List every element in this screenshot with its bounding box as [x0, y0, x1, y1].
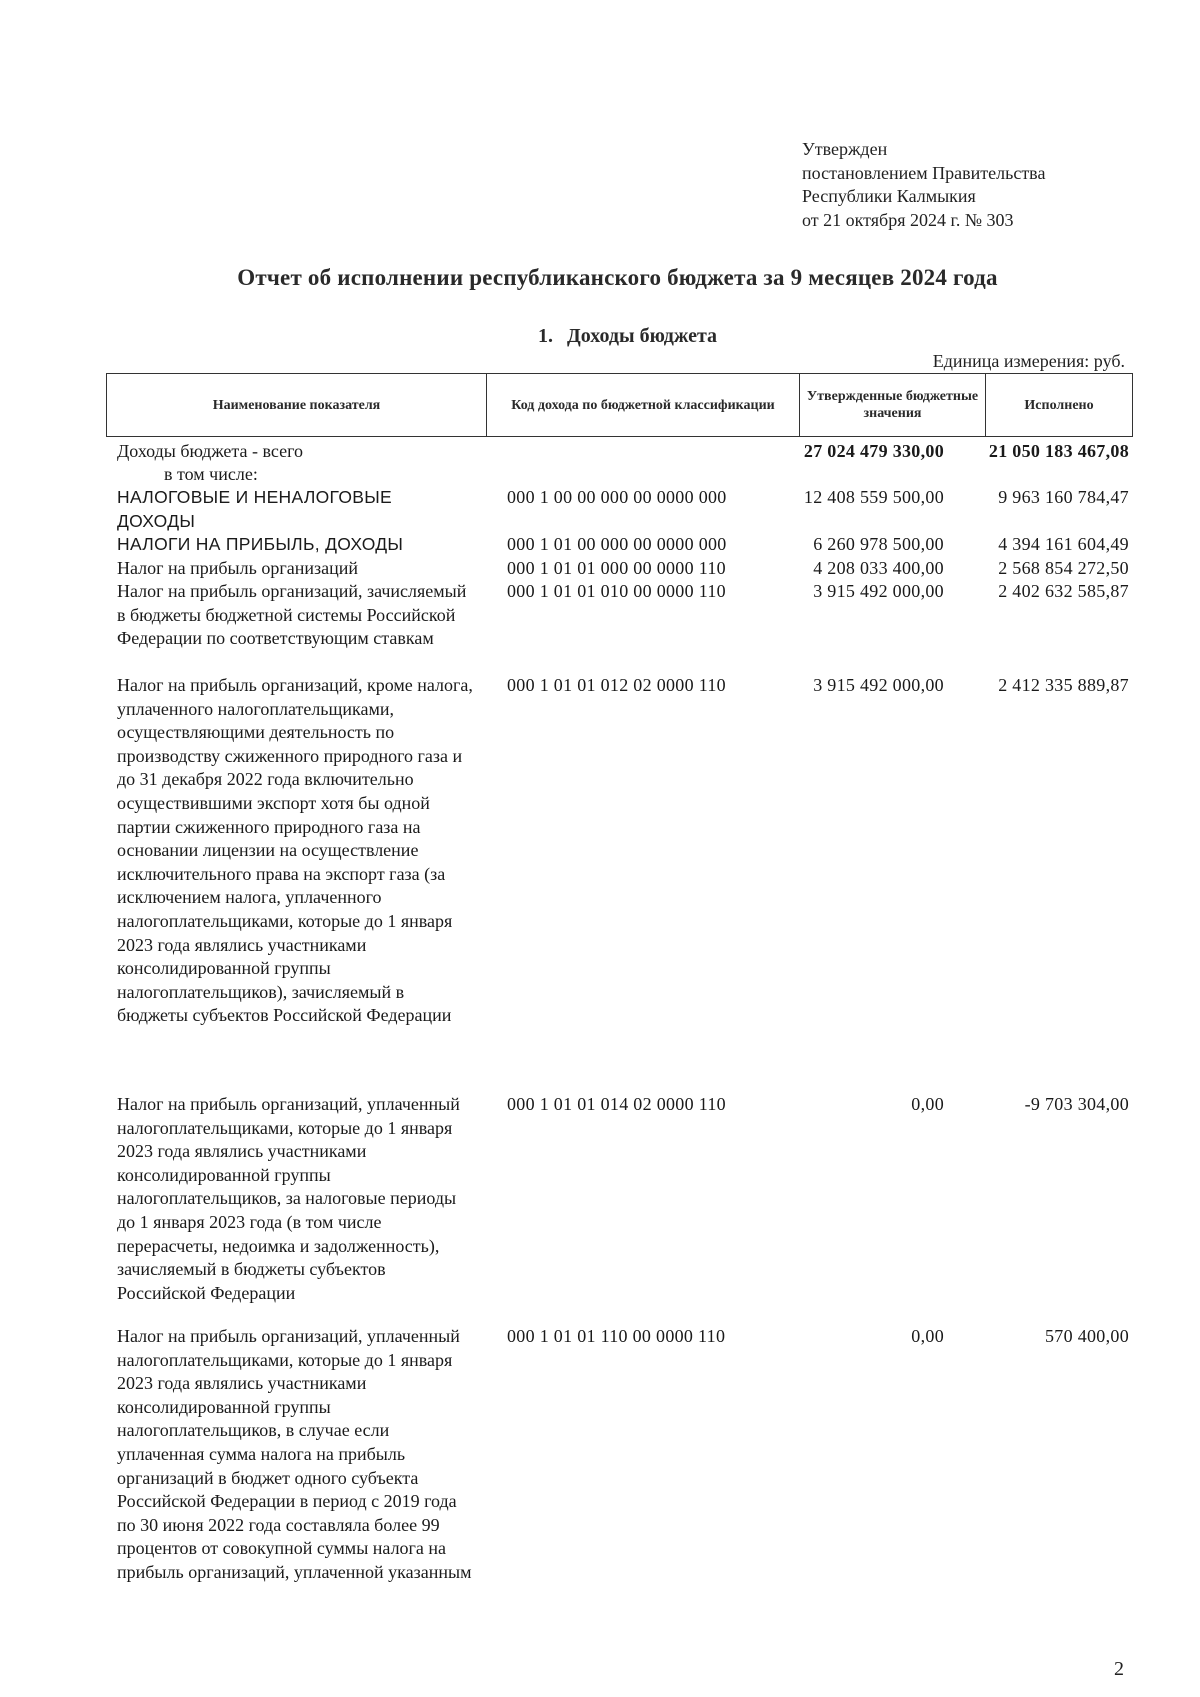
row-name: Доходы бюджета - всего — [117, 441, 304, 461]
table-header — [106, 373, 1133, 437]
document-title: Отчет об исполнении республиканского бюджета за 9 месяцев 2024 года — [237, 265, 998, 290]
header-name: Наименование показателя — [107, 374, 487, 437]
table-row — [0, 463, 1200, 486]
row-code: 000 1 01 01 010 00 0000 110 — [507, 581, 726, 601]
row-plan: 3 915 492 000,00 — [813, 675, 944, 695]
section-heading — [0, 325, 1200, 348]
row-done: 2 402 632 585,87 — [998, 581, 1129, 601]
row-plan: 0,00 — [911, 1094, 944, 1114]
row-done: 2 568 854 272,50 — [998, 558, 1129, 578]
row-name: Налог на прибыль организаций, зачисляемый в бюджеты бюджетной системы Российской Федерации по соответствующим ставкам — [117, 581, 467, 649]
table-row — [0, 1093, 1200, 1325]
row-code: 000 1 01 01 110 00 0000 110 — [507, 1326, 726, 1346]
section-number: 1. — [537, 325, 553, 347]
table-row — [0, 1325, 1200, 1585]
table-row — [0, 557, 1200, 580]
table-row — [0, 440, 1200, 463]
row-name: Налог на прибыль организаций, уплаченный налогоплательщиками, которые до 1 января 2023 года являлись участниками консолидированной группы налогоплательщиков, в случае если уплаченная сумма налога на прибыль организаций в бюджет одного субъекта Российской Федерации в период с 2019 года по 30 июня 2022 года составляла более 99 процентов от совокупной суммы налога на прибыль организаций, уплаченной указанным — [117, 1326, 472, 1582]
section-title: Доходы бюджета — [566, 325, 718, 347]
row-name: Налог на прибыль организаций — [117, 558, 358, 578]
row-done: 9 963 160 784,47 — [998, 487, 1129, 507]
row-code: 000 1 01 00 000 00 0000 000 — [507, 534, 727, 554]
row-plan: 27 024 479 330,00 — [803, 441, 944, 461]
row-plan: 3 915 492 000,00 — [813, 581, 944, 601]
header-done: Исполнено — [986, 374, 1133, 437]
table-row — [0, 533, 1200, 557]
row-done: 4 394 161 604,49 — [998, 534, 1129, 554]
row-code: 000 1 01 01 012 02 0000 110 — [507, 675, 726, 695]
row-plan: 6 260 978 500,00 — [813, 534, 944, 554]
row-name: Налог на прибыль организаций, уплаченный налогоплательщиками, которые до 1 января 2023 года являлись участниками консолидированной группы налогоплательщиков, за налоговые периоды до 1 января 2023 года (в том числе перерасчеты, недоимка и задолженность), зачисляемый в бюджеты субъектов Российской Федерации — [117, 1094, 460, 1303]
row-name: НАЛОГОВЫЕ И НЕНАЛОГОВЫЕ ДОХОДЫ — [117, 487, 392, 531]
approval-line: Утвержден — [802, 139, 888, 159]
header-code: Код дохода по бюджетной классификации — [487, 374, 800, 437]
row-plan: 0,00 — [911, 1326, 944, 1346]
table-row — [0, 674, 1200, 1093]
row-name: в том числе: — [164, 464, 258, 484]
header-plan: Утвержденные бюджетные значения — [800, 374, 986, 437]
row-done: 2 412 335 889,87 — [998, 675, 1129, 695]
page-number: 2 — [1114, 1658, 1124, 1680]
row-code: 000 1 01 01 000 00 0000 110 — [507, 558, 726, 578]
row-done: -9 703 304,00 — [1024, 1094, 1129, 1114]
row-plan: 12 408 559 500,00 — [803, 487, 944, 507]
row-name: Налог на прибыль организаций, кроме налога, уплаченного налогоплательщиками, осуществляющими деятельность по производству сжиженного природного газа и до 31 декабря 2022 года включительно осуществившими экспорт хотя бы одной партии сжиженного природного газа на основании лицензии на осуществление исключительного права на экспорт газа (за исключением налога, уплаченного налогоплательщиками, которые до 1 января 2023 года являлись участниками консолидированной группы налогоплательщиков), зачисляемый в бюджеты субъектов Российской Федерации — [117, 675, 473, 1026]
row-plan: 4 208 033 400,00 — [813, 558, 944, 578]
row-code: 000 1 00 00 000 00 0000 000 — [507, 487, 727, 507]
approval-line: Республики Калмыкия — [802, 186, 976, 206]
approval-line: от 21 октября 2024 г. № 303 — [802, 209, 1014, 230]
unit-of-measure: Единица измерения: руб. — [932, 351, 1125, 371]
table-body — [0, 440, 1200, 1585]
table-row — [0, 580, 1200, 674]
row-done: 570 400,00 — [1045, 1326, 1129, 1346]
row-done: 21 050 183 467,08 — [988, 441, 1129, 461]
table-row — [0, 486, 1200, 533]
approval-line: постановлением Правительства — [802, 162, 1046, 183]
approval-stamp — [802, 138, 1045, 232]
row-name: НАЛОГИ НА ПРИБЫЛЬ, ДОХОДЫ — [117, 534, 404, 554]
row-code: 000 1 01 01 014 02 0000 110 — [507, 1094, 726, 1114]
